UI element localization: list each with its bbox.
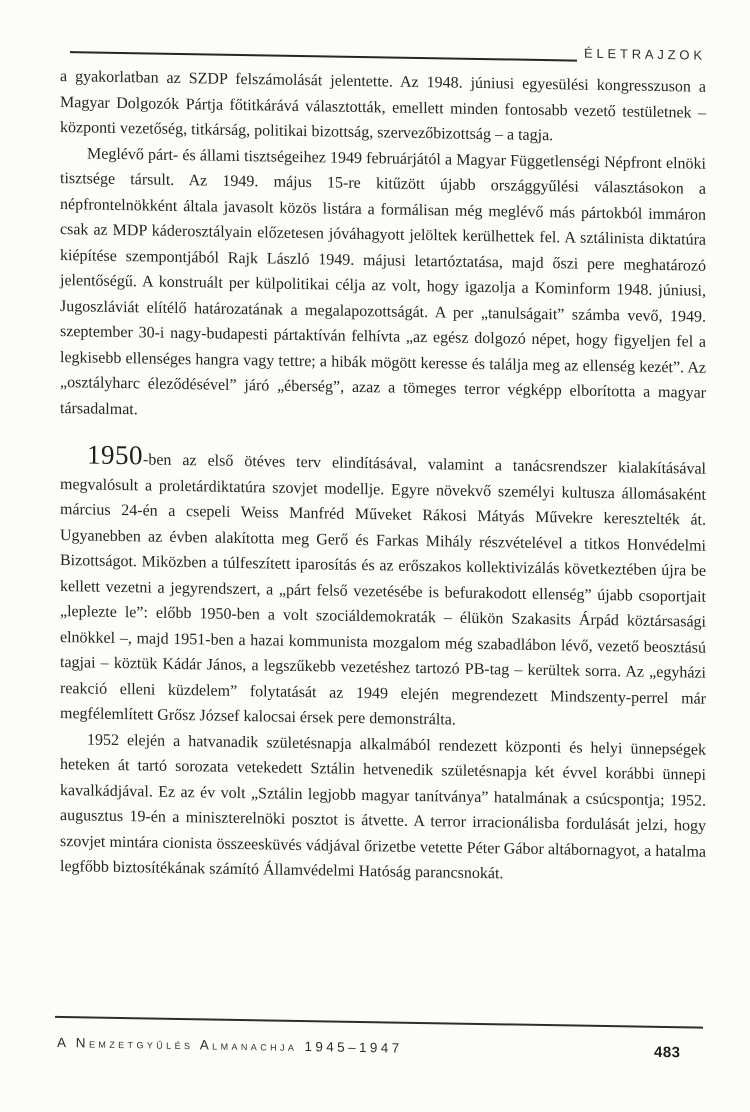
footer-book-title: A Nemzetgyűlés Almanachja 1945–1947 [57, 1034, 403, 1056]
footer-rule [55, 1016, 703, 1029]
header-rule [70, 51, 577, 61]
year-lead-number: 1950 [87, 439, 143, 471]
paragraph-text: -ben az első ötéves terv elindításával, valamint a tanácsrendszer kialakításával megvalósult a proletárdiktatúra szovjet modellje. Egyre növekvő személyi kultusza állomásaként március 24-én a csepeli Weiss Manfréd Műveket Rákosi Mátyás Művekre keresztelték át. Ugyanebben az évben alakította meg Gerő és Farkas Mihály részvételével a titkos Honvédelmi Bizottságot. Miközben a túlfeszített iparosítás és az erőszakos kollektivizálás következtében újra be kellett vezetni a jegyrendszert, a „párt felső vezetésébe is befurakodott ellenség” újabb csoportjait „leplezte le”: előbb 1950-ben a volt szociáldemokraták – élükön Szakasits Árpád köztársasági elnökkel –, majd 1951-ben a hazai kommunista mozgalom még szabadlábon lévő, vezető beosztású tagjai – köztük Kádár János, a legszűkebb vezetéshez tartozó PB-tag – kerültek sorra. Az „egyházi reakció elleni küzdelem” folytatását az 1949 elején megrendezett Mindszenty-perrel már megfélemlített Grősz József kalocsai érsek pere demonstrálta. [60, 451, 706, 729]
body-text-column [60, 64, 706, 890]
paragraph: 1952 elején a hatvanadik születésnapja alkalmából rendezett központi és helyi ünnepségek heteken át tartó sorozata vetekedett Sztálin hetvenedik születésnapja két évvel korábbi ünnepi kavalkádjával. Ez az év volt „Sztálin legjobb magyar tanítványa” hatalmának a csúcspontja; 1952. augusztus 19-én a miniszterelnöki posztot is átvette. A terror irracionálisba fordulását jelzi, hogy szovjet mintára cionista összeesküvés vádjával őrizetbe vetette Péter Gábor altábornagyot, a hatalma legfőbb biztosítékának számító Államvédelmi Hatóság parancsnokát. [60, 730, 706, 883]
paragraph-continuation: a gyakorlatban az SZDP felszámolását jelentette. Az 1948. júniusi egyesülési kongresszuson a Magyar Dolgozók Pártja főtitkárává választották, emellett minden fontosabb vezető testületnek – központi vezetőség, titkárság, politikai bizottság, szervezőbizottság – a tagja. [60, 67, 706, 145]
running-header-biographies: ÉLETRAJZOK [584, 45, 706, 63]
paragraph: Meglévő párt- és állami tisztségeihez 1949 februárjától a Magyar Függetlenségi Népfront elnöki tisztsége társult. Az 1949. május 15-re kitűzött újabb országgyűlési választásokon a népfrontelnökként általa javasolt közös listára a formálisan még meglévő más pártokból immáron csak az MDP káderosztályain előzetesen jóváhagyott jelöltek kerülhettek fel. A sztálinista diktatúra kiépítése szempontjából Rajk László 1949. májusi letartóztatása, majd őszi pere meghatározó jelentőségű. A konstruált per külpolitikai célja az volt, hogy igazolja a Kominform 1948. júniusi, Jugoszláviát elítélő határozatának a megalapozottságát. A per „tanulságait” számba vevő, 1949. szeptember 30-i nagy-budapesti pártaktíván felhívta „az egész dolgozó népet, hogy figyeljen fel a legkisebb ellenséges hangra vagy tettre; a hibák mögött keresse és találja meg az ellenség kezét”. Az „osztályharc éleződésével” járó „éberség”, azaz a tömeges terror végképp elborította a magyar társadalmat. [60, 144, 706, 418]
page-number: 483 [654, 1043, 681, 1062]
paragraph-year-section [60, 439, 706, 737]
